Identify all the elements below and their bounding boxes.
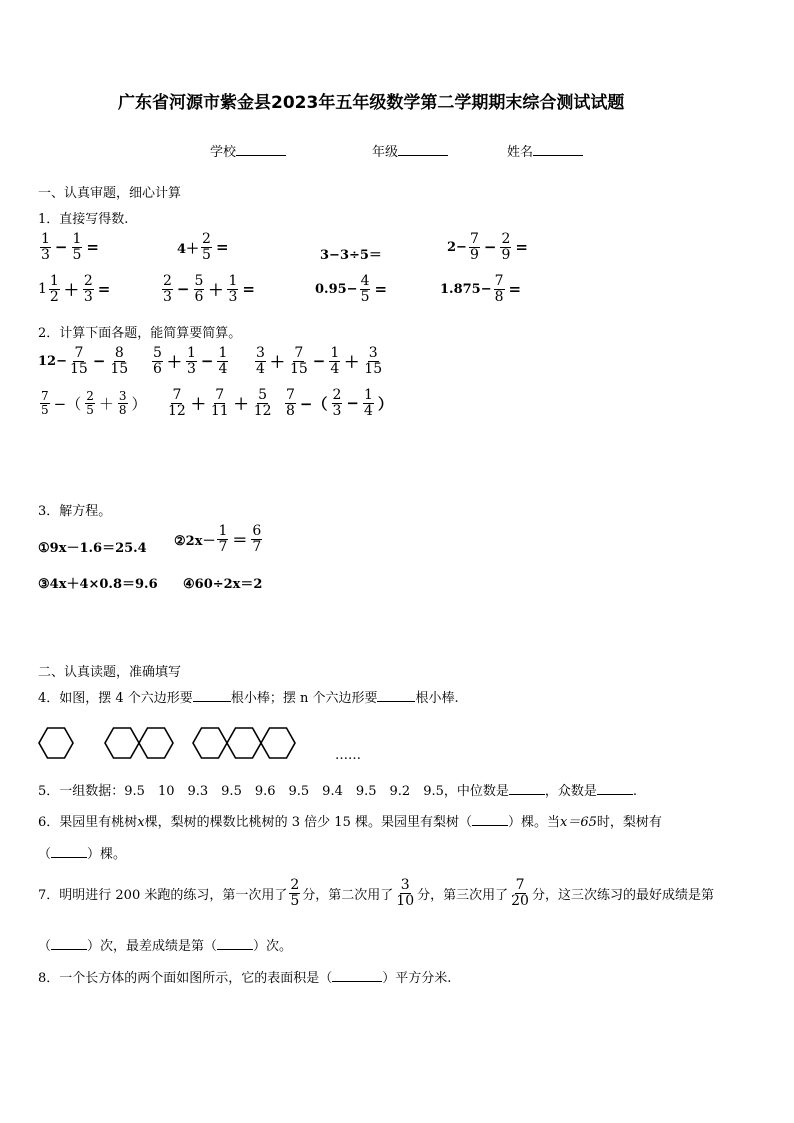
fraction: $\frac{2}{9}$ xyxy=(501,231,511,263)
q1-item-6: $\frac{2}{3}$ − $\frac{5}{6}$ ＋ $\frac{1}{3}$ = xyxy=(163,273,255,305)
fraction: $\frac{8}{15}$ xyxy=(110,345,129,377)
fraction: $\frac{7}{15}$ xyxy=(69,345,88,377)
fraction: $\frac{7}{11}$ xyxy=(210,387,229,419)
q3-equation-2: ②2x－ $\frac{1}{7}$ ＝ $\frac{6}{7}$ xyxy=(174,523,262,555)
answer-blank[interactable] xyxy=(193,689,231,702)
fraction: $\frac{4}{5}$ xyxy=(360,273,370,305)
q1-item-5: 1 $\frac{1}{2}$ ＋ $\frac{2}{3}$ = xyxy=(38,273,111,305)
q3-equation-1: ①9x－1.6＝25.4 xyxy=(38,541,147,556)
fraction: $\frac{5}{6}$ xyxy=(153,345,162,377)
fraction: $\frac{1}{3}$ xyxy=(41,231,50,263)
fraction: $\frac{7}{12}$ xyxy=(168,387,186,419)
section1-heading: 一、认真审题，细心计算 xyxy=(38,186,182,201)
fraction: $\frac{5}{12}$ xyxy=(253,387,272,419)
q2-expr-5: $\frac{7}{12}$ ＋ $\frac{7}{11}$ ＋ $\frac{5}{12}$ xyxy=(168,387,272,419)
q2-label: 2．计算下面各题，能简算要简算。 xyxy=(38,326,242,341)
q7-text: 7．明明进行 200 米跑的练习，第一次用了 $\frac{2}{5}$ 分，第二次用了 $\frac{3}{10}$ 分，第三次用了 $\frac{7}{20}$ 分，这三次练习的最好成绩是第 xyxy=(38,877,714,909)
fraction: $\frac{1}{4}$ xyxy=(364,387,373,419)
fraction: $\frac{7}{5}$ xyxy=(41,389,49,417)
q3-equation-3: ③4x＋4×0.8＝9.6 xyxy=(38,577,158,592)
fraction: $\frac{1}{3}$ xyxy=(228,273,238,305)
q1-item-4: 2− $\frac{7}{9}$ − $\frac{2}{9}$ = xyxy=(447,231,528,263)
q4-text: 4．如图，摆 4 个六边形要 根小棒；摆 n 个六边形要 根小棒. xyxy=(38,691,459,706)
q2-expr-4: $\frac{7}{5}$ −（ $\frac{2}{5}$ ＋ $\frac{3}{8}$ ） xyxy=(41,389,147,417)
fraction: $\frac{2}{3}$ xyxy=(163,273,172,305)
fraction: $\frac{3}{4}$ xyxy=(256,345,265,377)
fraction: $\frac{7}{8}$ xyxy=(494,273,504,305)
q3-equation-4: ④60÷2x＝2 xyxy=(183,577,263,592)
q2-expr-3: $\frac{3}{4}$ ＋ $\frac{7}{15}$ − $\frac{1}{4}$ ＋ $\frac{3}{15}$ xyxy=(256,345,383,377)
answer-blank[interactable] xyxy=(332,969,382,982)
q1-item-2: 4＋ $\frac{2}{5}$ = xyxy=(177,231,229,263)
ellipsis: …… xyxy=(335,748,361,763)
hexagon-2b xyxy=(139,728,173,758)
q1-item-1: $\frac{1}{3}$ − $\frac{1}{5}$ = xyxy=(41,231,99,263)
fraction: $\frac{1}{2}$ xyxy=(49,273,59,305)
hexagon-2a xyxy=(105,728,139,758)
school-label: 学校 xyxy=(210,145,237,160)
page-title: 广东省河源市紫金县2023年五年级数学第二学期期末综合测试试题 xyxy=(118,93,625,113)
hexagon-1 xyxy=(39,728,73,758)
fraction: $\frac{2}{3}$ xyxy=(332,387,342,419)
fraction: $\frac{7}{8}$ xyxy=(286,387,295,419)
fraction: $\frac{2}{5}$ xyxy=(202,231,211,263)
fraction: $\frac{1}{3}$ xyxy=(186,345,196,377)
q2-expr-1: 12− $\frac{7}{15}$ − $\frac{8}{15}$ xyxy=(38,345,129,377)
answer-blank[interactable] xyxy=(472,813,508,826)
fraction: $\frac{2}{5}$ xyxy=(86,389,94,417)
q6-text-cont: （ ）棵。 xyxy=(38,847,127,862)
hexagon-3c xyxy=(261,728,295,758)
q1-item-3: 3−3÷5＝ xyxy=(320,248,382,263)
fraction: $\frac{7}{20}$ xyxy=(511,877,529,909)
fraction: $\frac{6}{7}$ xyxy=(252,523,262,555)
q2-expr-2: $\frac{5}{6}$ ＋ $\frac{1}{3}$ − $\frac{1}{4}$ xyxy=(153,345,228,377)
fraction: $\frac{3}{15}$ xyxy=(364,345,383,377)
fraction: $\frac{1}{7}$ xyxy=(218,523,228,555)
hexagon-figures xyxy=(38,720,338,766)
answer-blank[interactable] xyxy=(51,937,87,950)
fraction: $\frac{7}{15}$ xyxy=(289,345,308,377)
fraction: $\frac{2}{3}$ xyxy=(83,273,93,305)
section2-heading: 二、认真读题，准确填写 xyxy=(38,665,182,680)
answer-blank[interactable] xyxy=(377,689,415,702)
fraction: $\frac{2}{5}$ xyxy=(290,877,300,909)
fraction: $\frac{7}{9}$ xyxy=(469,231,479,263)
q3-label: 3．解方程。 xyxy=(38,504,112,519)
grade-label: 年级 xyxy=(372,145,399,160)
q7-text-cont: （ ）次，最差成绩是第（ ）次。 xyxy=(38,939,293,954)
fraction: $\frac{3}{8}$ xyxy=(118,389,127,417)
hexagon-3b xyxy=(227,728,261,758)
name-field xyxy=(507,141,583,160)
q1-item-8: 1.875− $\frac{7}{8}$ = xyxy=(440,273,522,305)
school-field xyxy=(210,141,286,160)
q5-text: 5．一组数据：9.5 10 9.3 9.5 9.6 9.5 9.4 9.5 9.2 9.5，中位数是 ，众数是 . xyxy=(38,784,638,799)
q1-label: 1．直接写得数. xyxy=(38,212,129,227)
q8-text: 8．一个长方体的两个面如图所示，它的表面积是（ ）平方分米. xyxy=(38,971,452,986)
answer-blank[interactable] xyxy=(51,845,87,858)
answer-blank[interactable] xyxy=(597,782,633,795)
q6-text: 6．果园里有桃树x棵，梨树的棵数比桃树的 3 倍少 15 棵。果园里有梨树（ ）棵。当x＝65时，梨树有 xyxy=(38,815,662,830)
answer-blank[interactable] xyxy=(217,937,253,950)
hexagon-3a xyxy=(193,728,227,758)
fraction: $\frac{1}{4}$ xyxy=(330,345,340,377)
name-label: 姓名 xyxy=(507,145,534,160)
fraction: $\frac{1}{5}$ xyxy=(72,231,82,263)
fraction: $\frac{1}{4}$ xyxy=(218,345,228,377)
q2-expr-6: $\frac{7}{8}$ −（ $\frac{2}{3}$ − $\frac{1}{4}$ ） xyxy=(286,387,393,419)
fraction: $\frac{5}{6}$ xyxy=(194,273,204,305)
q1-item-7: 0.95− $\frac{4}{5}$ = xyxy=(315,273,388,305)
answer-blank[interactable] xyxy=(509,782,545,795)
grade-field xyxy=(372,141,448,160)
fraction: $\frac{3}{10}$ xyxy=(396,877,415,909)
